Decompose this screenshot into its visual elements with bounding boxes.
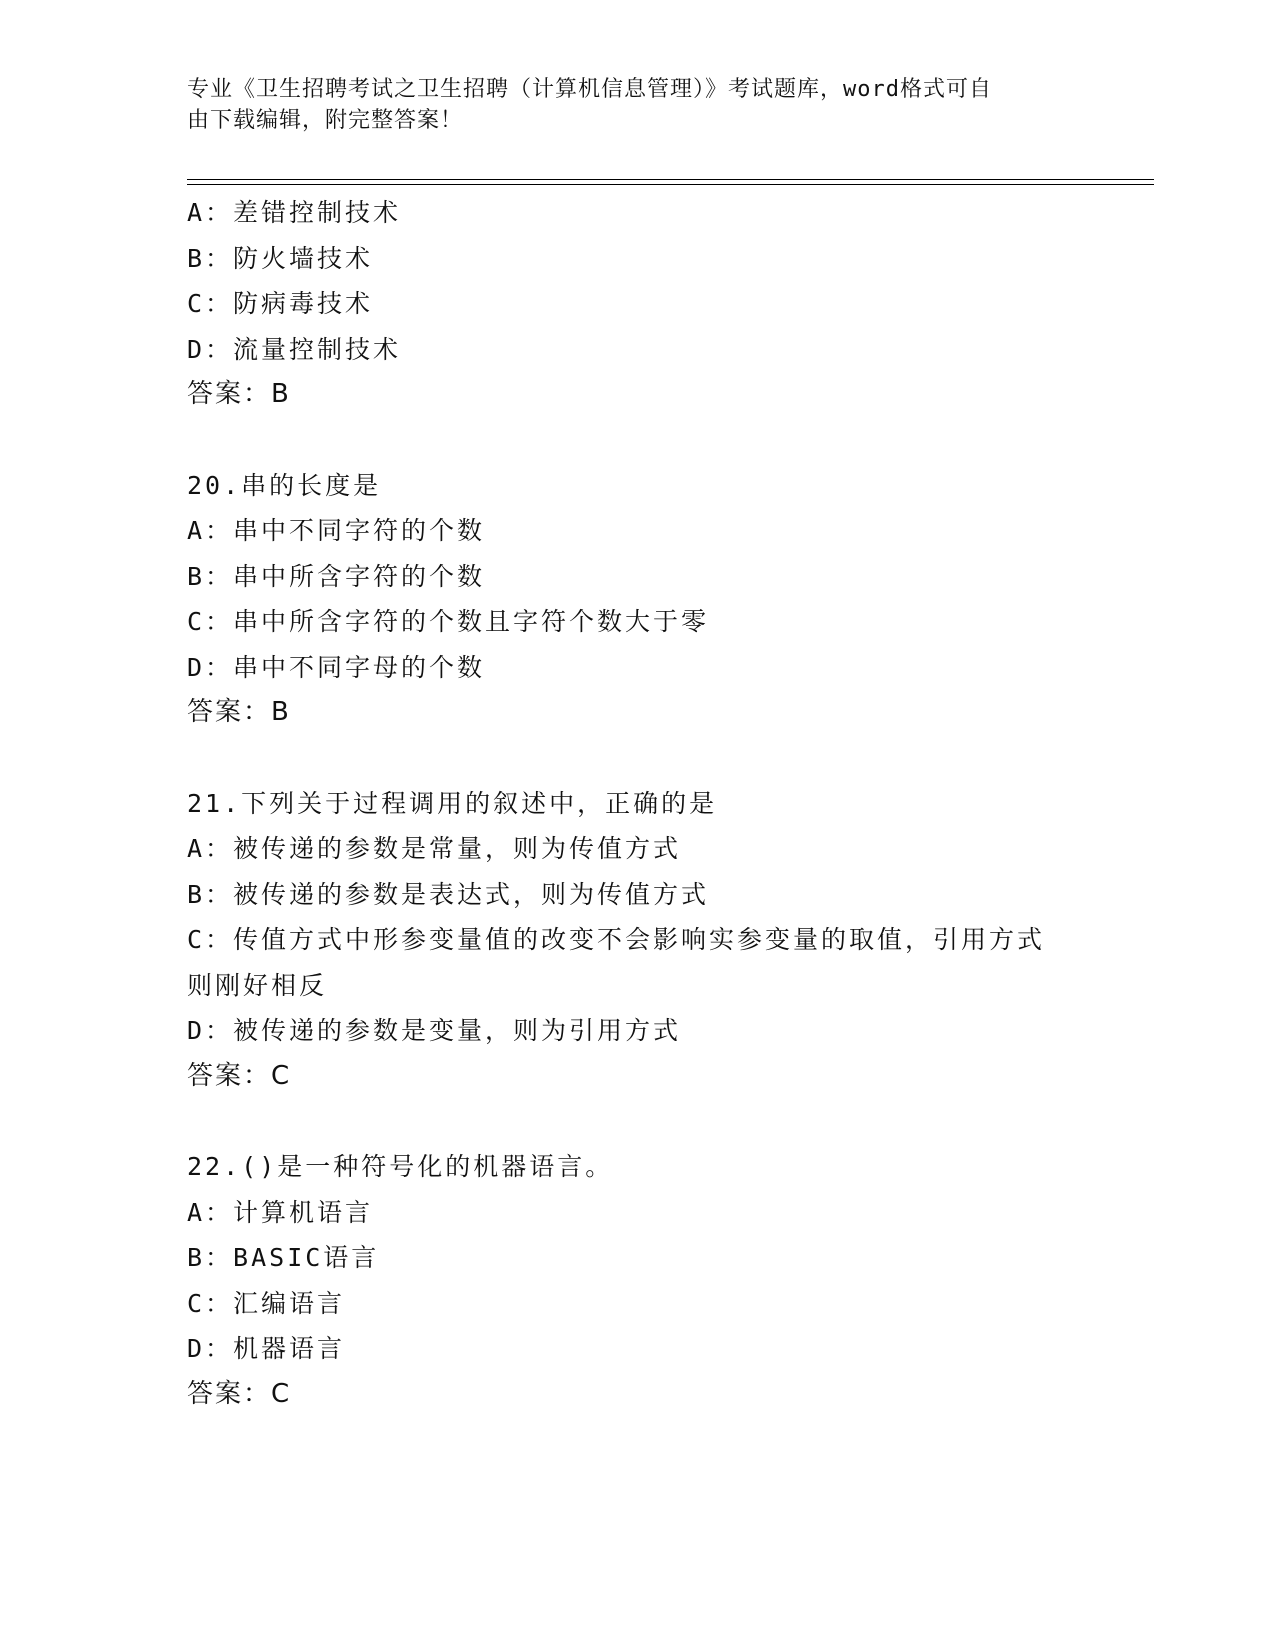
question-20-block xyxy=(187,463,1087,736)
option-c: C：串中所含字符的个数且字符个数大于零 xyxy=(187,607,710,636)
option-c: C：汇编语言 xyxy=(187,1288,346,1318)
intro-line-2: 由下载编辑，附完整答案！ xyxy=(187,108,464,133)
question-21-block xyxy=(187,781,1087,1100)
option-a: A：计算机语言 xyxy=(187,1197,374,1227)
document-header xyxy=(187,74,1067,136)
question-stem: 20.串的长度是 xyxy=(187,470,382,500)
intro-line-1: 专业《卫生招聘考试之卫生招聘（计算机信息管理）》考试题库，word格式可自 xyxy=(187,77,992,102)
option-c: C：传值方式中形参变量值的改变不会影响实参变量的取值，引用方式 xyxy=(187,925,1046,954)
option-a: A：差错控制技术 xyxy=(187,198,402,227)
answer-line: 答案：B xyxy=(187,697,291,727)
option-c-continued: 则刚好相反 xyxy=(187,970,328,1000)
option-b: B：防火墙技术 xyxy=(187,243,374,273)
question-22-block xyxy=(187,1144,1087,1417)
answer-line: 答案：C xyxy=(187,1060,292,1091)
option-b: B：被传递的参数是表达式，则为传值方式 xyxy=(187,879,710,909)
option-d: D：机器语言 xyxy=(187,1334,346,1363)
option-a: A：串中不同字符的个数 xyxy=(187,516,486,545)
option-d: D：串中不同字母的个数 xyxy=(187,652,486,682)
option-a: A：被传递的参数是常量，则为传值方式 xyxy=(187,834,682,863)
question-stem: 22.()是一种符号化的机器语言。 xyxy=(187,1152,614,1181)
answer-line: 答案：B xyxy=(187,379,291,409)
option-b: B：BASIC语言 xyxy=(187,1243,380,1272)
question-list xyxy=(187,190,1087,1417)
option-c: C：防病毒技术 xyxy=(187,289,374,318)
option-b: B：串中所含字符的个数 xyxy=(187,561,486,591)
option-d: D：流量控制技术 xyxy=(187,334,402,364)
question-19-block xyxy=(187,190,1087,418)
header-divider-bottom xyxy=(187,184,1154,185)
header-divider-top xyxy=(187,179,1154,180)
answer-line: 答案：C xyxy=(187,1378,292,1409)
question-stem: 21.下列关于过程调用的叙述中，正确的是 xyxy=(187,788,718,818)
option-d: D：被传递的参数是变量，则为引用方式 xyxy=(187,1016,682,1045)
